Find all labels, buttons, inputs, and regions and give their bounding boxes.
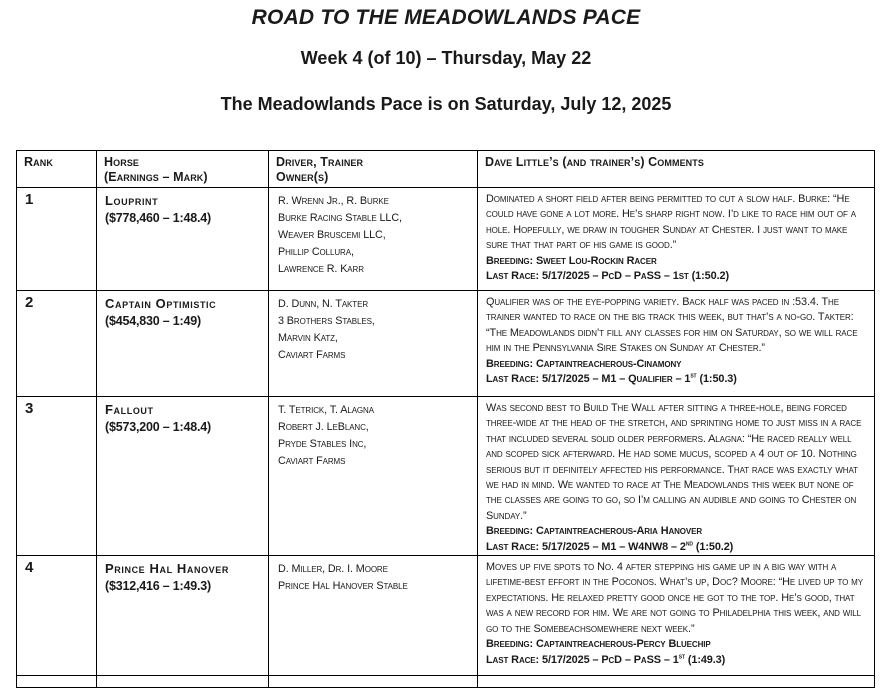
- horse-cell: [97, 556, 269, 676]
- connections-line: D. Dunn, N. Takter: [278, 298, 368, 310]
- week-subtitle: Week 4 (of 10) – Thursday, May 22: [300, 48, 592, 68]
- connections-line: Marvin Katz,: [278, 332, 338, 344]
- connections-line: Prince Hal Hanover Stable: [278, 580, 408, 593]
- col-header-horse-line2: (Earnings – Mark): [104, 170, 208, 184]
- table-row-2: [17, 291, 875, 397]
- rank-cell: 2: [17, 291, 97, 397]
- last-race-line: [486, 372, 864, 387]
- horse-name: Prince Hal Hanover: [105, 561, 229, 577]
- table-row-partial: [17, 676, 875, 688]
- connections-cell: [269, 397, 478, 556]
- connections-line: R. Wrenn Jr., R. Burke: [278, 195, 389, 207]
- connections-line: 3 Brothers Stables,: [278, 315, 375, 327]
- horse-earnings-mark: ($778,460 – 1:48.4): [105, 211, 212, 225]
- comments-cell: [478, 188, 875, 291]
- connections-line: Pryde Stables Inc,: [278, 438, 367, 450]
- comments-cell: [478, 291, 875, 397]
- last-race-pre: Last Race: 5/17/2025 – PcD – PaSS – 1st (1:50.2): [486, 270, 729, 283]
- col-header-comments: Dave Little’s (and trainer’s) Comments: [478, 151, 875, 188]
- horse-name: Fallout: [105, 402, 154, 417]
- standings-table: [16, 150, 875, 688]
- connections-line: Caviart Farms: [278, 455, 346, 467]
- event-date-line: The Meadowlands Pace is on Saturday, July 12, 2025: [220, 94, 672, 114]
- last-race-line: [486, 653, 864, 668]
- col-header-connections: [269, 151, 478, 188]
- connections-cell-partial: [269, 676, 478, 688]
- col-header-horse-line1: Horse: [104, 155, 140, 169]
- horse-cell: [97, 188, 269, 291]
- page-title: ROAD TO THE MEADOWLANDS PACE: [251, 6, 641, 29]
- connections-line: Burke Racing Stable LLC,: [278, 212, 402, 224]
- col-header-rank: Rank: [17, 151, 97, 188]
- last-race-post: (1:49.3): [684, 653, 726, 666]
- last-race-superscript: nd: [685, 540, 693, 548]
- connections-cell: [269, 188, 478, 291]
- last-race-post: (1:50.2): [692, 540, 734, 553]
- connections-line: D. Miller, Dr. I. Moore: [278, 563, 388, 576]
- horse-cell-partial: [97, 676, 269, 688]
- breeding-line: Breeding: Captaintreacherous-Aria Hanover: [486, 525, 703, 538]
- horse-name: Louprint: [105, 193, 159, 208]
- last-race-post: (1:50.3): [696, 373, 737, 386]
- comments-cell: [478, 556, 875, 676]
- breeding-line: Breeding: Captaintreacherous-Percy Bluechip: [486, 638, 711, 651]
- last-race-pre: Last Race: 5/17/2025 – M1 – W4NW8 – 2: [486, 540, 686, 553]
- comment-text: Dominated a short field after being permitted to cut a slow half. Burke: “He could have gone a lot more. He’s sharp right now. I’d like to race him out of a hole. Hopefully, we draw in tougher Sunday at Chester. I just want to make sure that that part of his game is good.”: [486, 193, 856, 252]
- connections-line: Caviart Farms: [278, 349, 346, 361]
- horse-name: Captain Optimistic: [105, 296, 217, 311]
- horse-earnings-mark: ($312,416 – 1:49.3): [105, 579, 212, 594]
- last-race-pre: Last Race: 5/17/2025 – M1 – Qualifier – 1: [486, 373, 691, 386]
- rank-cell: 1: [17, 188, 97, 291]
- connections-line: Lawrence R. Karr: [278, 263, 364, 275]
- comment-text: Qualifier was of the eye-popping variety. Back half was paced in :53.4. The trainer wanted to race on the big track this week, but that’s a no-go. Takter: “The Meadowlands didn’t fill any classes for him on Saturday, so we will race him in the Pennsylvania Sire Stakes on Sunday at Chester.”: [486, 296, 858, 355]
- breeding-line: Breeding: Captaintreacherous-Cinamony: [486, 357, 682, 370]
- header-row: [17, 151, 875, 188]
- comments-cell: [478, 397, 875, 556]
- table-row-1: [17, 188, 875, 291]
- connections-line: Weaver Bruscemi LLC,: [278, 229, 386, 241]
- comments-cell-partial: [478, 676, 875, 688]
- col-header-connections-line1: Driver, Trainer: [276, 155, 364, 169]
- rank-cell: 3: [17, 397, 97, 556]
- horse-cell: [97, 291, 269, 397]
- connections-cell: [269, 291, 478, 397]
- connections-line: T. Tetrick, T. Alagna: [278, 404, 374, 416]
- table-row-4: [17, 556, 875, 676]
- last-race-pre: Last Race: 5/17/2025 – PcD – PaSS – 1: [486, 653, 679, 666]
- comment-text: Was second best to Build The Wall after sitting a three-hole, being forced three-wide at the head of the stretch, and sprinting home to just miss in a race that included several solid older performers. Alagna: “He raced really well and scoped sick afterward. He had some mucus, scoped a 4 out of 10. Nothing serious but it definitely affected his performance. That race was exactly what we had in mind. We wanted to race at The Meadowlands this week but none of the classes are going to go, so I’m calling an audible and going to Chester on Sunday.”: [486, 402, 862, 522]
- table-row-3: [17, 397, 875, 556]
- horse-cell: [97, 397, 269, 556]
- horse-earnings-mark: ($573,200 – 1:48.4): [105, 420, 212, 434]
- last-race-line: [486, 540, 864, 555]
- connections-cell: [269, 556, 478, 676]
- col-header-horse: [97, 151, 269, 188]
- rank-cell: 4: [17, 556, 97, 676]
- rank-cell-partial: [17, 676, 97, 688]
- connections-line: Robert J. LeBlanc,: [278, 421, 369, 433]
- last-race-line: [486, 269, 864, 284]
- comment-text: Moves up five spots to No. 4 after stepping his game up in a big way with a lifetime-best effort in the Poconos. What’s up, Doc? Moore: “He lived up to my expectations. He relaxed pretty good once he got to the top. He’s good, that was a new record for him. We are not going to Philadelphia this week, and will go to the Somebeachsomewhere next week.”: [486, 561, 863, 635]
- last-race-superscript: st: [678, 652, 685, 660]
- last-race-superscript: st: [690, 372, 697, 380]
- col-header-connections-line2: Owner(s): [276, 170, 329, 184]
- connections-line: Phillip Collura,: [278, 246, 354, 258]
- horse-earnings-mark: ($454,830 – 1:49): [105, 314, 201, 328]
- breeding-line: Breeding: Sweet Lou-Rockin Racer: [486, 254, 657, 267]
